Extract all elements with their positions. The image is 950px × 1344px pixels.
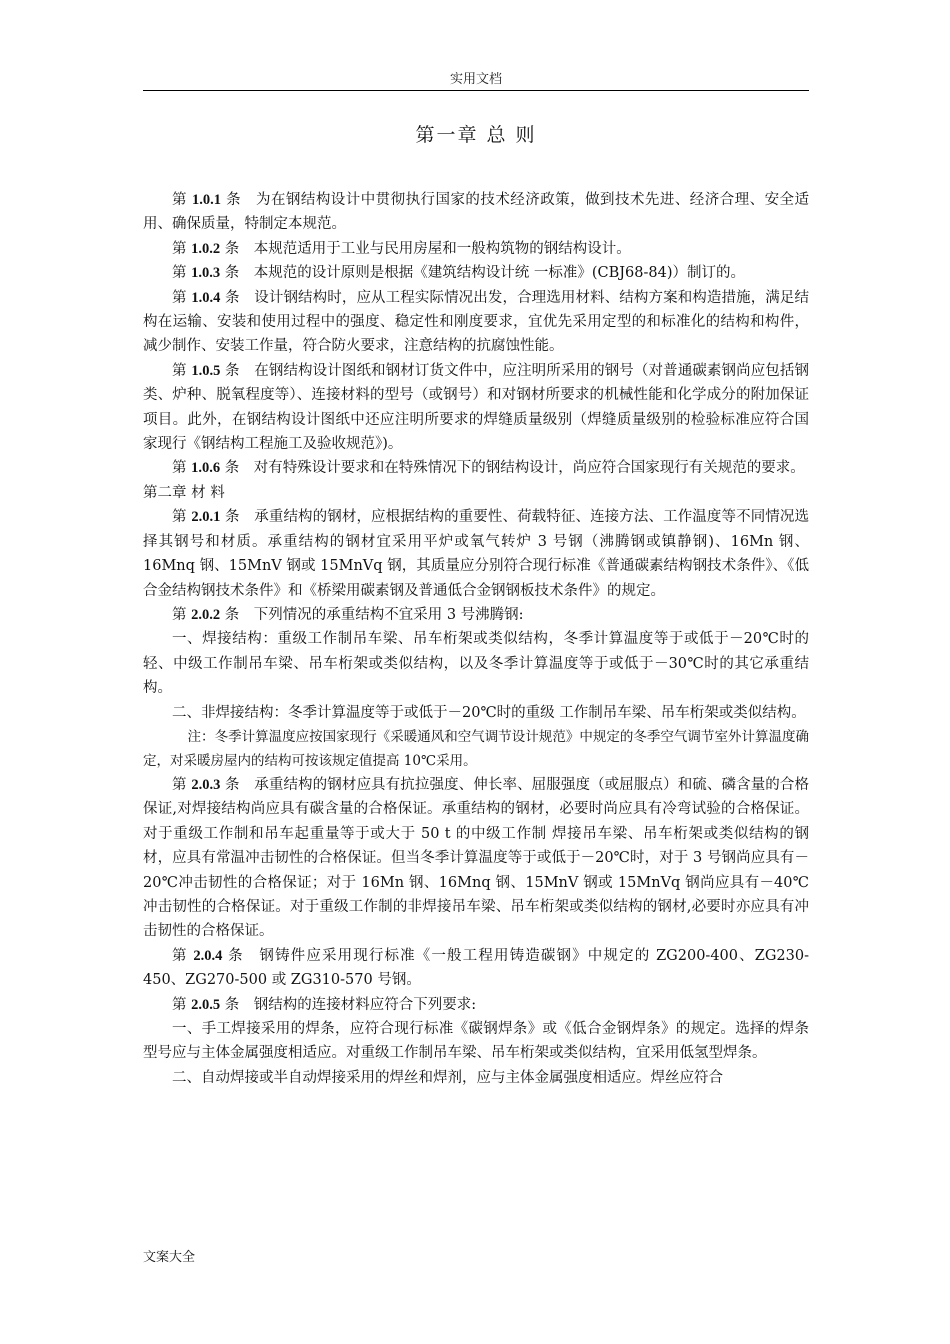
paragraph: 第 2.0.4 条 钢铸件应采用现行标准《一般工程用铸造碳钢》中规定的 ZG200-400、ZG230-450、ZG270-500 或 ZG310-570 号钢。 [143,947,810,989]
paragraph: 第 1.0.5 条 在钢结构设计图纸和钢材订货文件中，应注明所采用的钢号（对普通碳素钢尚应包括钢类、炉种、脱氧程度等）、连接材料的型号（或钢号）和对钢材所要求的机械性能和化学成分的附加保证项目。此外，在钢结构设计图纸中还应注明所要求的焊缝质量级别（焊缝质量级别的检验标准应符合国家现行《钢结构工程施工及验收规范》)。 [143,362,810,453]
paragraph: 第 1.0.4 条 设计钢结构时，应从工程实际情况出发，合理选用材料、结构方案和构造措施，满足结构在运输、安装和使用过程中的强度、稳定性和刚度要求，宜优先采用定型的和标准化的结构和构件，减少制作、安装工作量，符合防火要求，注意结构的抗腐蚀性能。 [143,289,810,355]
header-rule [143,90,809,91]
page-header: 实用文档 [449,72,502,87]
paragraph: 第 1.0.2 条 本规范适用于工业与民用房屋和一般构筑物的钢结构设计。 [172,240,631,257]
paragraph: 第 2.0.1 条 承重结构的钢材，应根据结构的重要性、荷载特征、连接方法、工作温度等不同情况选择其钢号和材质。承重结构的钢材宜采用平炉或氧气转炉 3 号钢（沸腾钢或镇静钢)、16Mn 钢、16Mnq 钢、15MnV 钢或 15MnVq 钢，其质量应分别符合现行标准《普通碳素结构钢技术条件》、《低合金结构钢技术条件》和《桥梁用碳素钢及普通低合金钢钢板技术条件》的规定。 [143,509,810,599]
paragraph: 第 2.0.3 条 承重结构的钢材应具有抗拉强度、伸长率、屈服强度（或屈服点）和硫、磷含量的合格保证,对焊接结构尚应具有碳含量的合格保证。承重结构的钢材，必要时尚应具有冷弯试验的合格保证。对于重级工作制和吊车起重量等于或大于 50 t 的中级工作制 焊接吊车梁、吊车桁架或类似结构的钢材，应具有常温冲击韧性的合格保证。但当冬季计算温度等于或低于－20℃时，对于 3 号钢尚应具有－20℃冲击韧性的合格保证；对于 16Mn 钢、16Mnq 钢、15MnV 钢或 15MnVq 钢尚应具有－40℃冲击韧性的合格保证。对于重级工作制的非焊接吊车梁、吊车桁架或类似结构的钢材,必要时亦应具有冲击韧性的合格保证。 [143,776,810,940]
chapter-heading: 第二章 材 料 [143,484,225,501]
paragraph: 二、自动焊接或半自动焊接采用的焊丝和焊剂，应与主体金属强度相适应。焊丝应符合 [172,1069,723,1086]
paragraph: 二、非焊接结构：冬季计算温度等于或低于－20℃时的重级 工作制吊车梁、吊车桁架或类似结构。 [172,704,806,721]
paragraph: 第 1.0.6 条 对有特殊设计要求和在特殊情况下的钢结构设计，尚应符合国家现行有关规范的要求。 [172,460,805,477]
paragraph: 第 1.0.1 条 为在钢结构设计中贯彻执行国家的技术经济政策，做到技术先进、经济合理、安全适用、确保质量，特制定本规范。 [143,192,810,233]
body-text [143,188,809,1090]
paragraph: 第 1.0.3 条 本规范的设计原则是根据《建筑结构设计统 一标准》(CBJ68-84)）制订的。 [172,265,746,282]
note-paragraph: 注：冬季计算温度应按国家现行《采暖通风和空气调节设计规范》中规定的冬季空气调节室外计算温度确定，对采暖房屋内的结构可按该规定值提高 10℃采用。 [143,728,809,769]
paragraph: 第 2.0.2 条 下列情况的承重结构不宜采用 3 号沸腾钢: [172,606,524,623]
page-footer: 文案大全 [143,1250,196,1265]
paragraph: 一、焊接结构：重级工作制吊车梁、吊车桁架或类似结构，冬季计算温度等于或低于－20℃时的轻、中级工作制吊车梁、吊车桁架或类似结构，以及冬季计算温度等于或低于－30℃时的其它承重结构。 [143,631,809,697]
chapter-title: 第一章 总 则 [415,124,537,146]
paragraph: 第 2.0.5 条 钢结构的连接材料应符合下列要求: [172,996,477,1013]
paragraph: 一、手工焊接采用的焊条，应符合现行标准《碳钢焊条》或《低合金钢焊条》的规定。选择的焊条型号应与主体金属强度相适应。对重级工作制吊车梁、吊车桁架或类似结构，宜采用低氢型焊条。 [143,1021,809,1062]
